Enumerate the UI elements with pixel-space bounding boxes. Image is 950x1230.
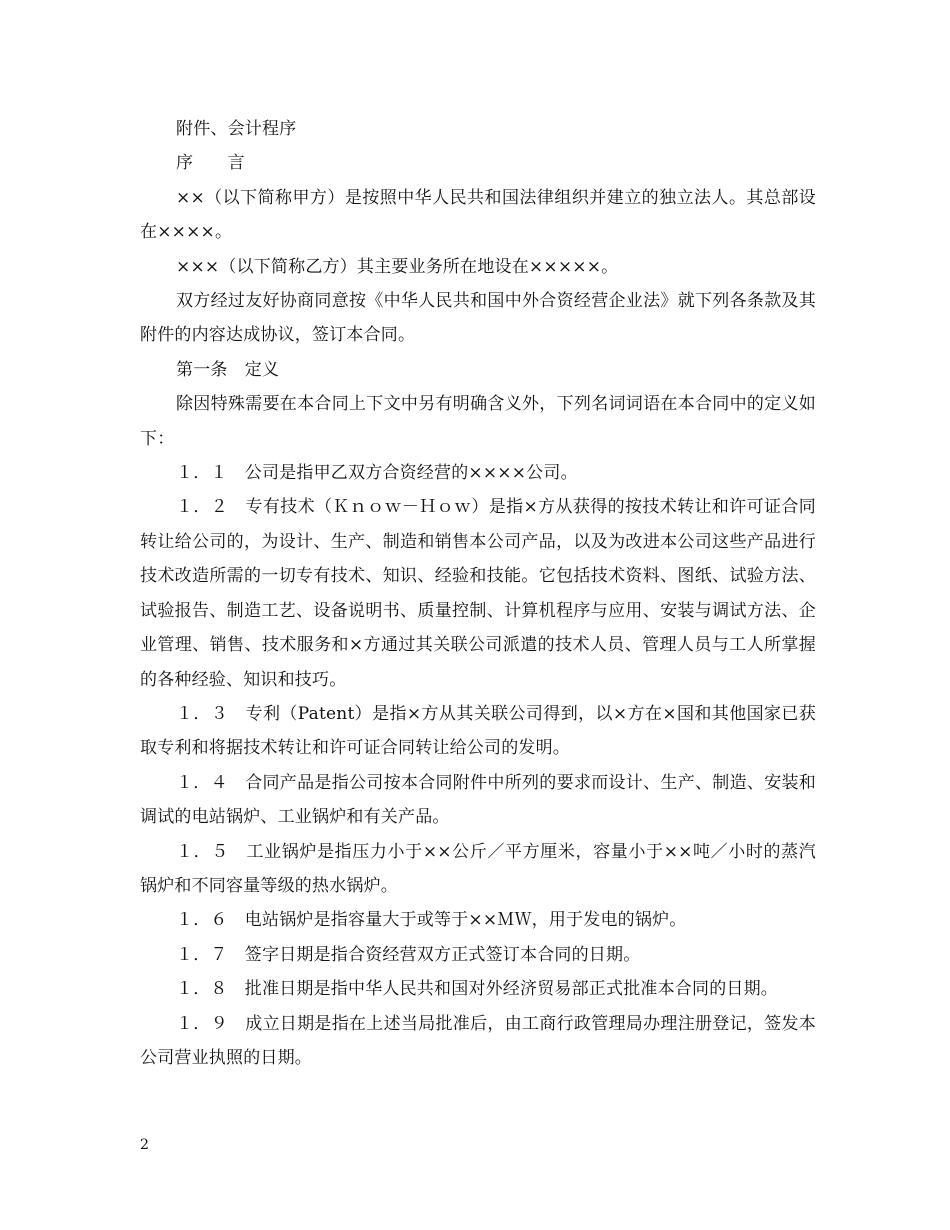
clause-1-7: １．７ 签字日期是指合资经营双方正式签订本合同的日期。 xyxy=(176,944,641,965)
paragraph-attachment: 附件、会计程序 xyxy=(176,119,297,139)
heading-preface: 序 言 xyxy=(176,153,245,174)
clause-1-4: １．４ 合同产品是指公司按本合同附件中所列的要求而设计、生产、制造、安装和调试的电站锅炉、工业锅炉和有关产品。 xyxy=(140,772,816,828)
clause-1-5: １．５ 工业锅炉是指压力小于××公斤／平方厘米，容量小于××吨／小时的蒸汽锅炉和不同容量等级的热水锅炉。 xyxy=(140,841,816,896)
clause-1-3: １．３ 专利（Patent）是指×方从其关联公司得到，以×方在×国和其他国家已获取专利和将据技术转让和许可证合同转让给公司的发明。 xyxy=(140,703,816,759)
clause-1-2: １．２ 专有技术（Ｋｎｏｗ－Ｈｏｗ）是指×方从获得的按技术转让和许可证合同转让给公司的，为设计、生产、制造和销售本公司产品，以及为改进本公司这些产品进行技术改造所需的一切专有技术、知识、经验和技能。它包括技术资料、图纸、试验方法、试验报告、制造工艺、设备说明书、质量控制、计算机程序与应用、安装与调试方法、企业管理、销售、技术服务和×方通过其关联公司派遣的技术人员、管理人员与工人所掌握的各种经验、知识和技巧。 xyxy=(140,497,816,690)
paragraph-party-b: ×××（以下简称乙方）其主要业务所在地设在×××××。 xyxy=(176,256,619,277)
page-number: 2 xyxy=(140,1137,149,1153)
heading-article-1: 第一条 定义 xyxy=(176,359,280,380)
clause-1-6: １．６ 电站锅炉是指容量大于或等于××ＭＷ，用于发电的锅炉。 xyxy=(176,910,687,931)
clause-1-9: １．９ 成立日期是指在上述当局批准后，由工商行政管理局办理注册登记，签发本公司营业执照的日期。 xyxy=(140,1013,816,1068)
paragraph-definitions-intro: 除因特殊需要在本合同上下文中另有明确含义外，下列名词词语在本合同中的定义如下： xyxy=(140,394,816,449)
clause-1-8: １．８ 批准日期是指中华人民共和国对外经济贸易部正式批准本合同的日期。 xyxy=(176,979,778,1000)
paragraph-agreement: 双方经过友好协商同意按《中华人民共和国中外合资经营企业法》就下列各条款及其附件的内容达成协议，签订本合同。 xyxy=(140,291,816,346)
clause-1-1: １．１ 公司是指甲乙双方合资经营的××××公司。 xyxy=(176,463,578,484)
document-body xyxy=(140,112,816,1075)
paragraph-party-a: ××（以下简称甲方）是按照中华人民共和国法律组织并建立的独立法人。其总部设在××××。 xyxy=(140,187,816,243)
